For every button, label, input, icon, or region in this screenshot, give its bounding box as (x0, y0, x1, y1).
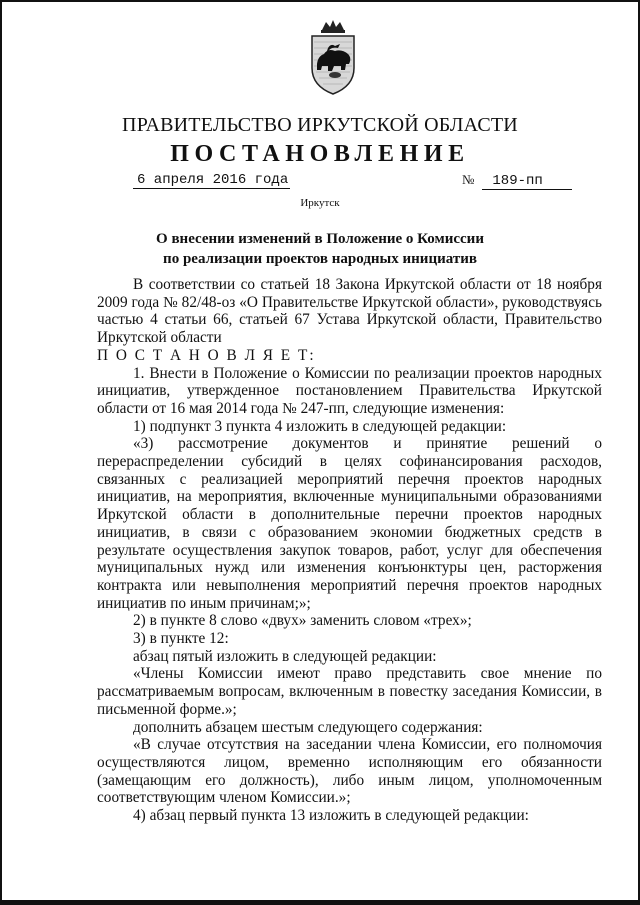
quoted-paragraph: «Члены Комиссии имеют право представить свое мнение по рассматриваемым вопросам, включенным в повестку заседания Комиссии, в письменной форме.»; (97, 665, 602, 718)
item-paragraph: 3) в пункте 12: (133, 630, 229, 648)
item-paragraph: 1) подпункт 3 пункта 4 изложить в следующей редакции: (133, 417, 507, 435)
decree-word: П О С Т А Н О В Л Я Е Т: (97, 346, 316, 364)
page-border-bottom (0, 900, 640, 905)
item-paragraph: 1. Внести в Положение о Комиссии по реализации проектов народных инициатив, утвержденное постановлением Правительства Иркутской области от 16 мая 2014 года № 247-пп, следующие изменения: (97, 364, 602, 417)
item-paragraph: дополнить абзацем шестым следующего содержания: (133, 718, 483, 736)
number-sign: № (462, 172, 475, 187)
quoted-paragraph: «В случае отсутствия на заседании члена Комиссии, его полномочия осуществляются лицом, временно исполняющим его обязанности (замещающим его должность), либо иным лицом, уполномоченным соответствующим членом Комиссии.»; (97, 736, 602, 807)
page-border-top (0, 0, 640, 2)
document-city: Иркутск (300, 197, 340, 209)
document-date (133, 172, 289, 189)
document-number (462, 172, 572, 190)
item-paragraph: 2) в пункте 8 слово «двух» заменить словом «трех»; (133, 612, 472, 630)
document-type-title: ПОСТАНОВЛЕНИЕ (170, 141, 470, 167)
date-value: 6 апреля 2016 года (133, 172, 290, 189)
quoted-paragraph: «3) рассмотрение документов и принятие решений о перераспределении субсидий в целях софинансирования расходов, связанных с реализацией мероприятий перечня проектов народных инициатив, на мероприятия, включенные муниципальными образованиями Иркутской области в дополнительные перечни проектов народных инициатив, в связи с образованием экономии бюджетных средств в результате осуществления закупок товаров, работ, услуг для обеспечения муниципальных нужд или изменения конъюнктуры цен, расторжения контракта или невыполнения мероприятий перечня проектов народных инициатив по иным причинам;»; (97, 435, 602, 612)
subject-line: О внесении изменений в Положение о Комиссии (156, 231, 484, 247)
item-paragraph: абзац пятый изложить в следующей редакции: (133, 647, 437, 665)
coat-of-arms-icon (304, 18, 362, 96)
item-paragraph: 4) абзац первый пункта 13 изложить в следующей редакции: (133, 807, 529, 825)
number-value: 189-пп (482, 173, 572, 190)
preamble-paragraph: В соответствии со статьей 18 Закона Иркутской области от 18 ноября 2009 года № 82/48-оз «О Правительстве Иркутской области», руководствуясь частью 4 статьи 66, статьей 67 Устава Иркутской области, Правительство Иркутской области (97, 276, 602, 347)
subject-line: по реализации проектов народных инициатив (163, 251, 477, 267)
document-subject (0, 229, 640, 269)
document-body (97, 276, 602, 825)
government-name: ПРАВИТЕЛЬСТВО ИРКУТСКОЙ ОБЛАСТИ (122, 114, 518, 136)
